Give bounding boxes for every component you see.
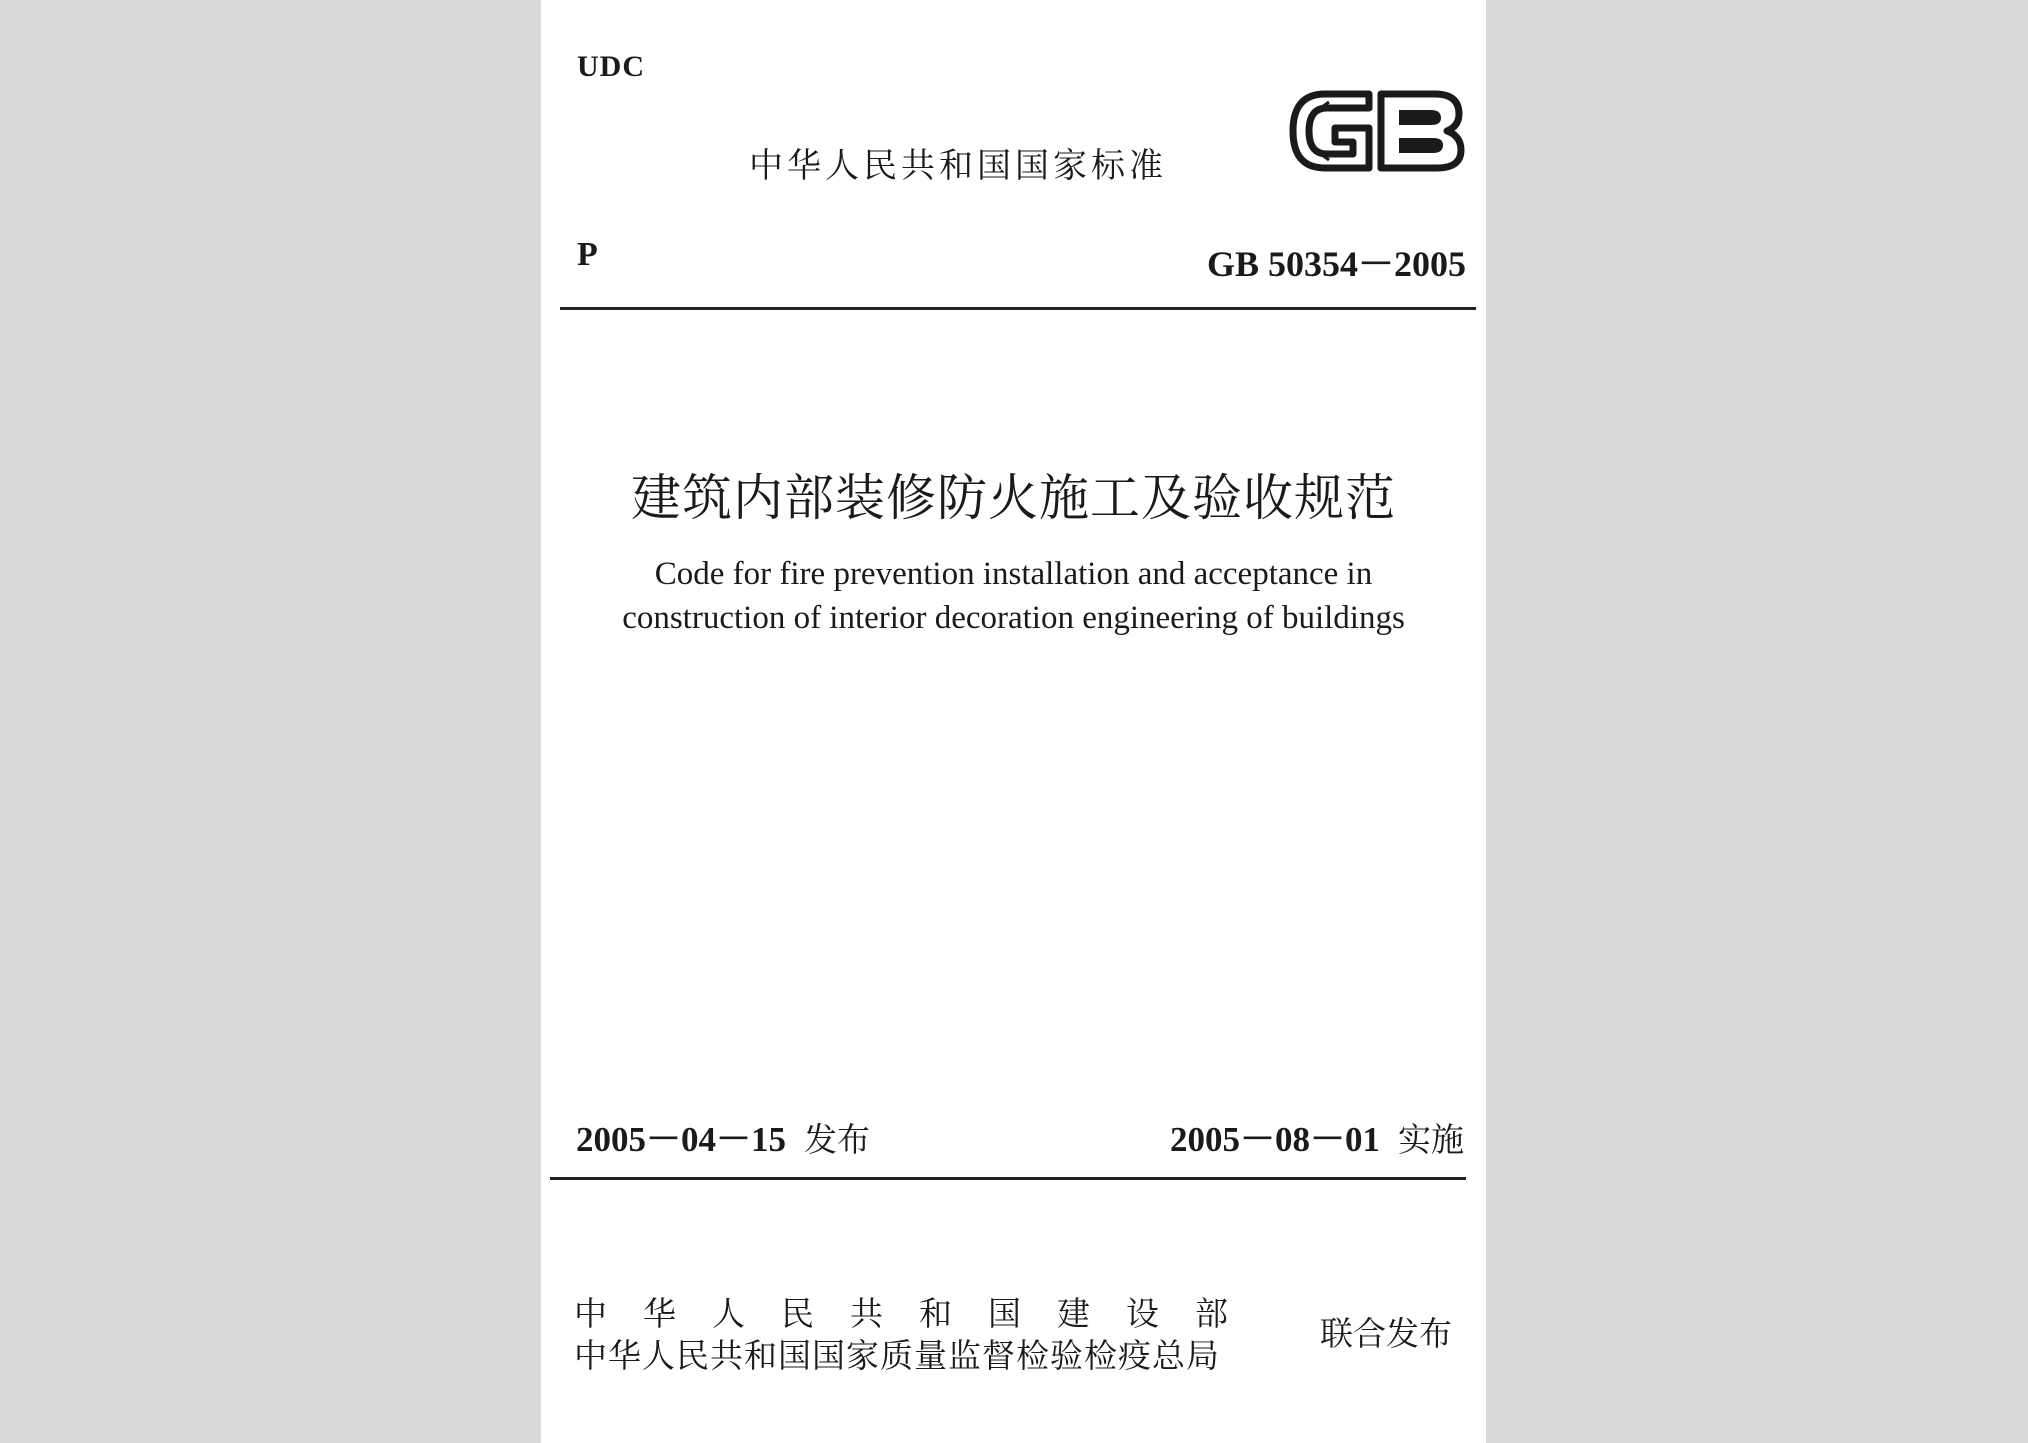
title-english xyxy=(541,552,1486,640)
gb-logo xyxy=(1285,82,1467,180)
joint-issue-label: 联合发布 xyxy=(1320,1314,1452,1353)
bottom-divider xyxy=(550,1177,1466,1180)
issuer-ministry: 中华人民共和国建设部 xyxy=(574,1294,1264,1333)
issue-label: 发布 xyxy=(804,1120,871,1159)
issue-date-block xyxy=(576,1112,870,1162)
title-english-line-1: Code for fire prevention installation and acceptance in xyxy=(654,556,1373,592)
udc-label: UDC xyxy=(577,50,645,83)
classification-code: P xyxy=(577,236,598,273)
top-divider xyxy=(560,307,1476,310)
implement-label: 实施 xyxy=(1398,1120,1464,1159)
issue-date: 2005－04－15 xyxy=(576,1120,787,1159)
implement-date: 2005－08－01 xyxy=(1169,1120,1380,1159)
implement-date-block xyxy=(1170,1112,1464,1162)
document-page xyxy=(541,0,1486,1443)
title-english-line-2: construction of interior decoration engineering of buildings xyxy=(622,600,1405,636)
title-chinese: 建筑内部装修防火施工及验收规范 xyxy=(631,469,1396,527)
issuer-aqsiq: 中华人民共和国国家质量监督检验检疫总局 xyxy=(574,1336,1220,1375)
standard-number: GB 50354－2005 xyxy=(1206,244,1466,284)
national-standard-label: 中华人民共和国国家标准 xyxy=(749,146,1167,186)
